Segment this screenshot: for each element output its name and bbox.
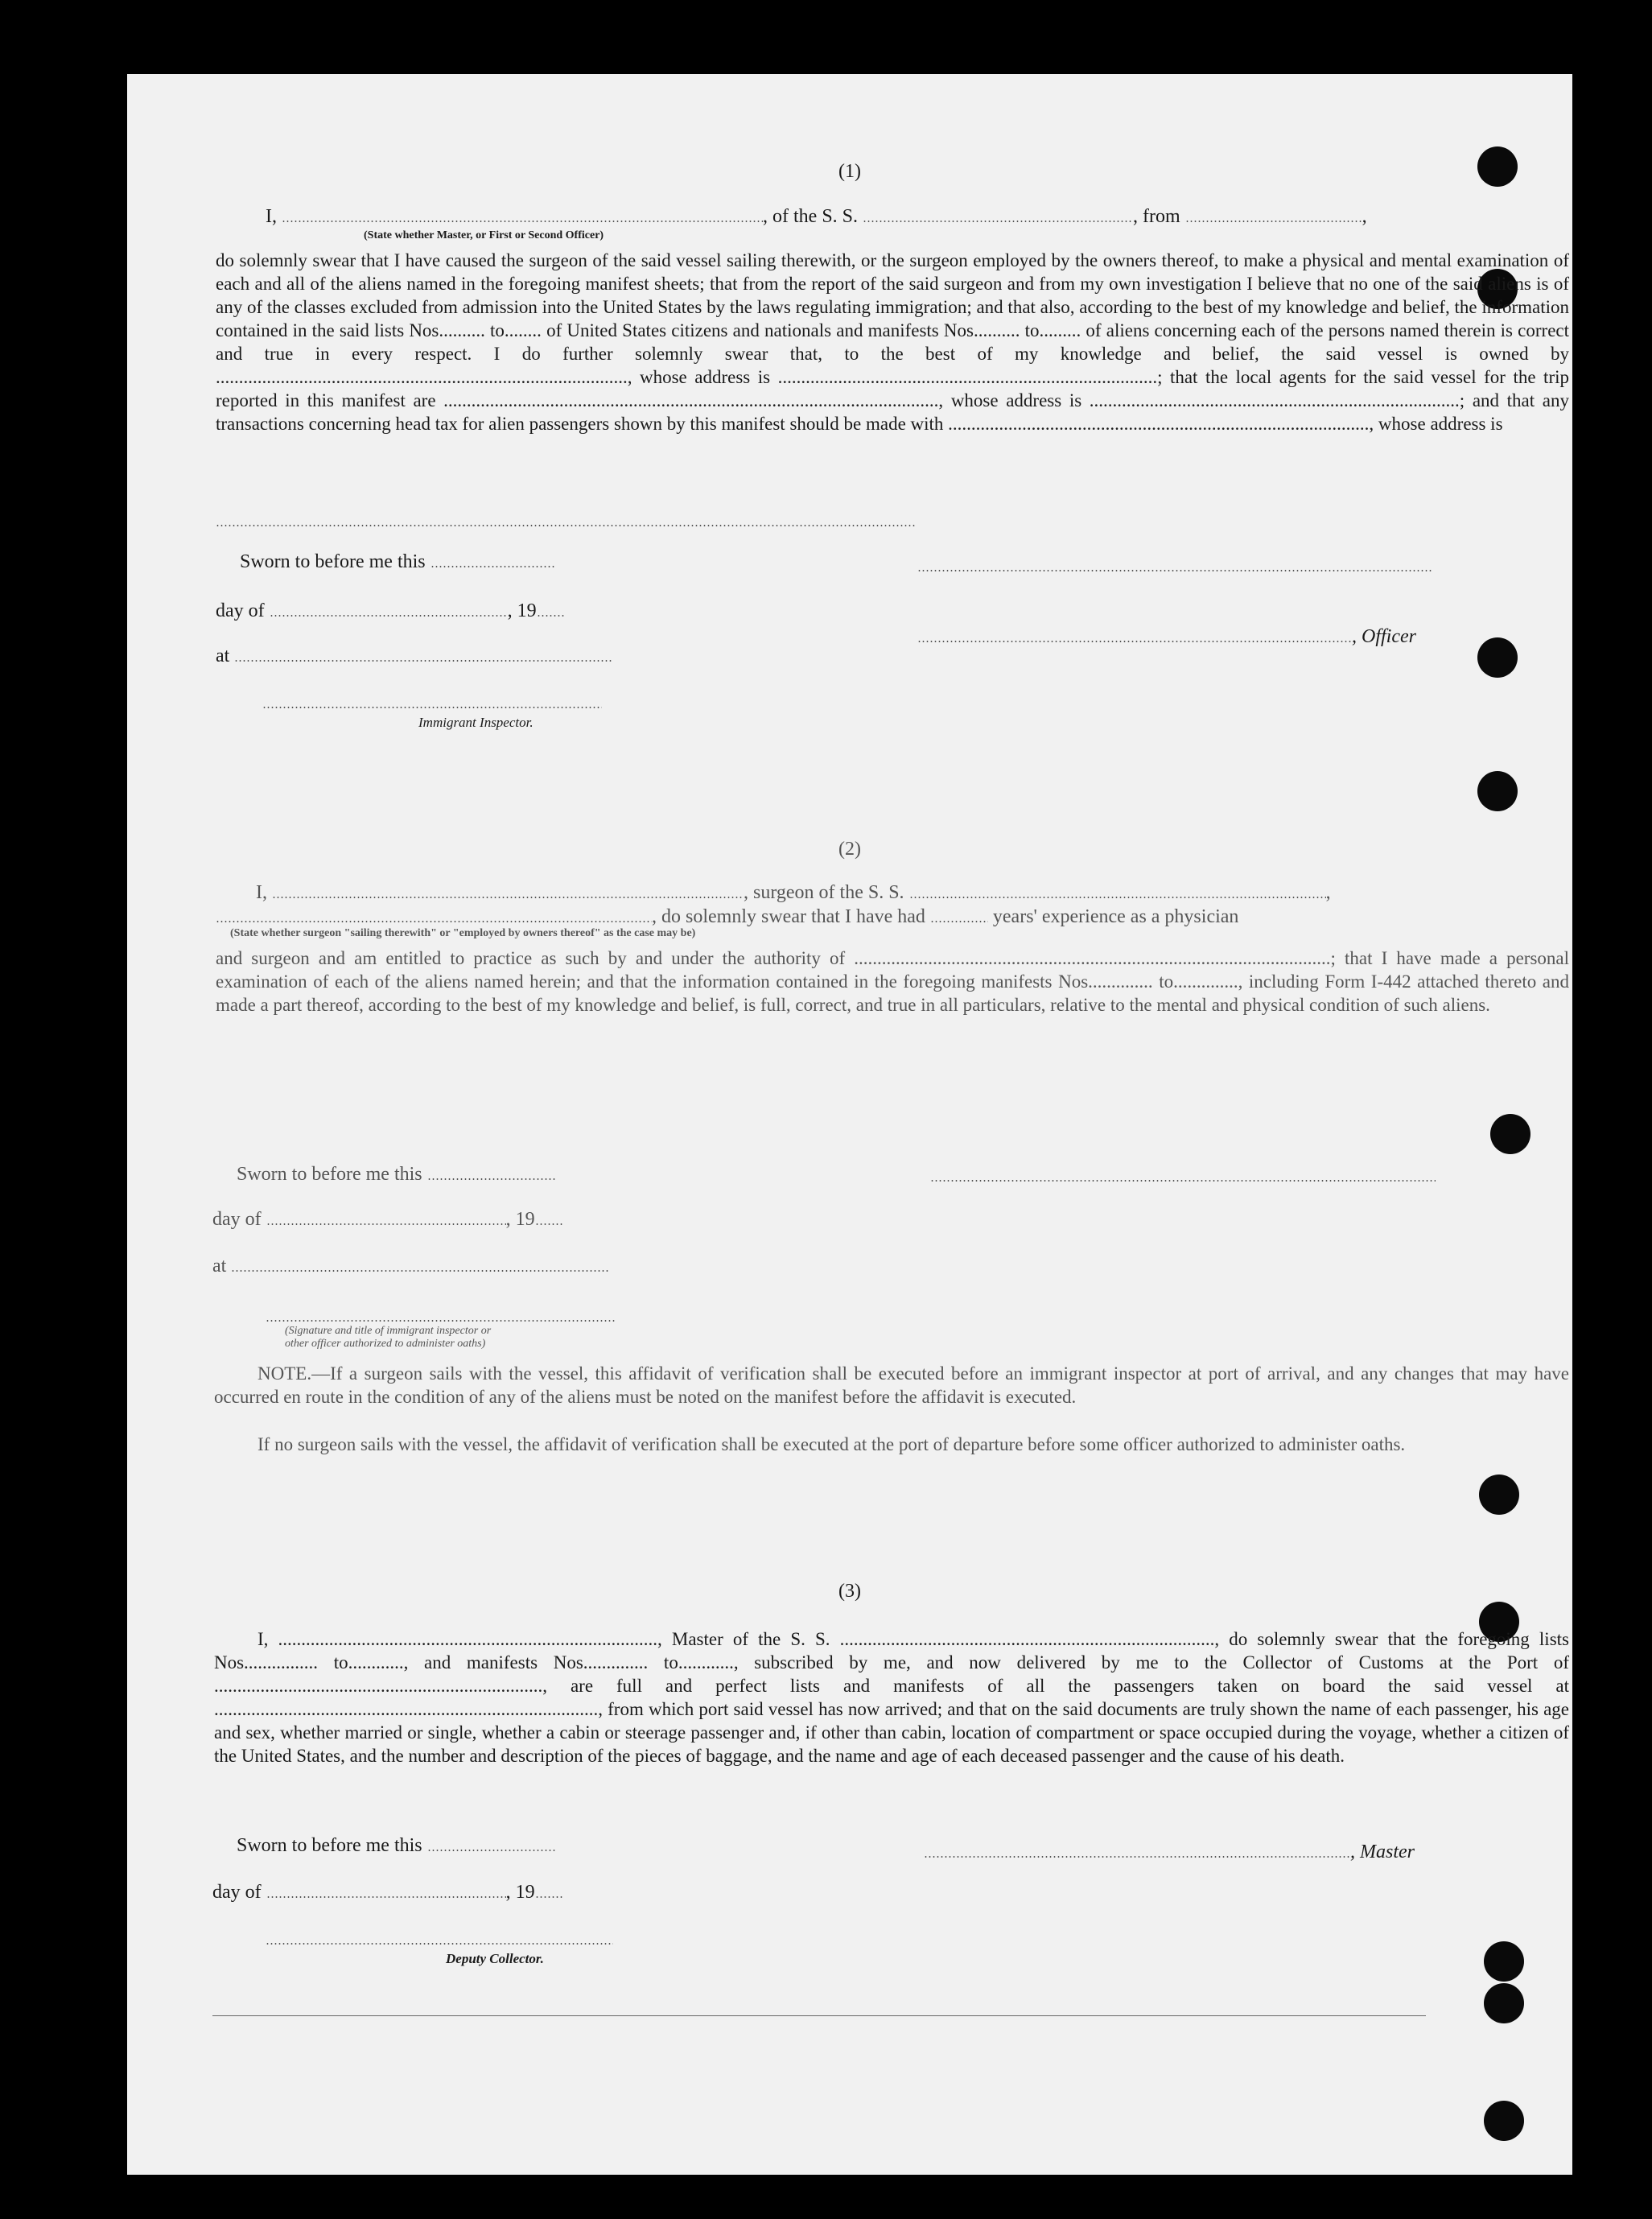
vessel-name-blank[interactable] (863, 221, 1133, 222)
inspector-label: Immigrant Inspector. (418, 715, 534, 730)
label-of-ss: , of the S. S. (763, 206, 859, 227)
section-1-first-line: I, , of the S. S. , from , (266, 206, 1367, 227)
binder-hole (1484, 2101, 1524, 2141)
section-3-number: (3) (838, 1581, 861, 1602)
sworn-label: Sworn to before me this (237, 1835, 422, 1856)
day-of-blank[interactable] (266, 1223, 506, 1225)
year-blank[interactable] (535, 1896, 564, 1898)
binder-hole (1477, 771, 1518, 811)
sig-caption-1: (Signature and title of immigrant inspector or (285, 1325, 492, 1337)
at-line-2 (212, 1256, 609, 1277)
section-2-number: (2) (838, 839, 861, 860)
year-label: , 19 (507, 600, 537, 621)
surgeon-name-blank[interactable] (272, 897, 744, 898)
sworn-date-blank[interactable] (427, 1178, 556, 1180)
at-line (216, 645, 612, 667)
inspector-signature-blank-2[interactable] (266, 1320, 616, 1322)
day-of-label: day of (212, 1882, 262, 1903)
at-place-blank[interactable] (234, 660, 612, 662)
form-page (127, 74, 1572, 2175)
label-i: I, (266, 206, 277, 227)
section-1-oath: do solemnly swear that I have caused the surgeon of the said vessel sailing therewith, or the surgeon employed by the owners thereof, to make a physical and mental examination of each and all of the aliens named in the foregoing manifest sheets; that from the report of the said surgeon and from my own investigation I believe that no one of the said aliens is of any of the classes excluded from admission into the United States by the laws regulating immigration; and that also, according to the best of my knowledge and belief, the information contained in the said lists Nos.......... to........ of United States citizens and nationals and manifests Nos.......... to......... of aliens concerning each of the persons named therein is correct and true in every respect. I do further solemnly swear that, to the best of my knowledge and belief, the said vessel is owned by ........................................................................................., whose address is ..................................................................................; that the local agents for the said vessel for the trip reported in this manifest are ..........................................................................................................., whose address is ................................................................................; and that any transactions concerning head tax for alien passengers shown by this manifest should be made with ..........................................................................................., whose address is (216, 250, 1569, 434)
from-port-blank[interactable] (1185, 221, 1362, 222)
inspector-signature-blank[interactable] (262, 707, 602, 708)
day-of-blank[interactable] (270, 615, 508, 617)
master-label: , Master (1350, 1842, 1415, 1862)
day-of-line (216, 600, 566, 622)
sig-caption-2: other officer authorized to administer oaths) (285, 1338, 486, 1350)
sworn-label: Sworn to before me this (240, 551, 426, 572)
at-place-blank[interactable] (231, 1270, 609, 1272)
sworn-date-blank[interactable] (431, 566, 556, 567)
section-2-oath: and surgeon and am entitled to practice as such by and under the authority of .......................................................................................................; that I have made a personal examination of each of the aliens named herein; and that the information contained in the foregoing manifests Nos.............. to.............., including Form I-442 attached thereto and made a part thereof, according to the best of my knowledge and belief, is full, correct, and true in all particulars, relative to the mental and physical condition of such aliens. (216, 948, 1569, 1015)
section-2-second-line (216, 906, 1238, 928)
surgeon-caption: (State whether surgeon "sailing therewith" or "employed by owners thereof" as the case may be) (230, 927, 696, 939)
day-of-line-2 (212, 1209, 564, 1231)
sworn-line-3 (237, 1835, 556, 1857)
at-label: at (216, 645, 230, 666)
bottom-rule (212, 2015, 1426, 2016)
label-i: I, (256, 882, 267, 903)
section-3-oath: I, .................................................................................., Master of the S. S. ................................................................................., do solemnly swear that the foregoing lists Nos................ to............, and manifests Nos.............. to............, subscribed by me, and now delivered by me to the Collector of Customs at the Port of ......................................................................., are full and perfect lists and manifests of all the passengers taken on board the said vessel at ..................................................................................., from which port said vessel has now arrived; and that on the said documents are truly shown the name of each passenger, his age and sex, whether married or single, whether a cabin or steerage passenger and, if other than cabin, location of compartment or space occupied during the voyage, whether a citizen of the United States, and the number and description of the pieces of baggage, and the name and age of each deceased passenger and the cause of his death. (214, 1629, 1569, 1766)
officer-rank-blank[interactable] (282, 221, 763, 222)
label-years: years' experience as a physician (992, 906, 1239, 927)
note-1-text: —If a surgeon sails with the vessel, this affidavit of verification shall be executed before an immigrant inspector at port of arrival, and any changes that may have occurred en route in the condition of any of the aliens must be noted on the manifest before the affidavit is executed. (214, 1363, 1569, 1407)
day-of-label: day of (212, 1209, 262, 1230)
rank-caption: (State whether Master, or First or Second Officer) (364, 229, 604, 241)
year-blank[interactable] (535, 1223, 564, 1225)
year-blank[interactable] (537, 615, 566, 617)
sworn-date-blank[interactable] (427, 1850, 556, 1851)
day-of-blank[interactable] (266, 1896, 506, 1898)
officer-signature-blank[interactable] (917, 641, 1352, 642)
label-swear: , do solemnly swear that I have had (652, 906, 925, 927)
year-label: , 19 (505, 1209, 535, 1230)
note-2: If no surgeon sails with the vessel, the affidavit of verification shall be executed at the port of departure before some officer authorized to administer oaths. (257, 1434, 1406, 1454)
years-blank[interactable] (930, 921, 988, 922)
surgeon-vessel-blank[interactable] (909, 897, 1326, 898)
section-2-first-line: I, , surgeon of the S. S. , (256, 882, 1331, 903)
master-signature-line (924, 1842, 1415, 1863)
officer-signature-line (917, 626, 1416, 648)
binder-hole (1479, 1475, 1519, 1515)
binder-hole (1490, 1114, 1530, 1154)
collector-signature-blank[interactable] (266, 1943, 613, 1945)
sworn-line-2 (237, 1164, 556, 1186)
day-of-label: day of (216, 600, 265, 621)
label-surgeon-of: , surgeon of the S. S. (744, 882, 904, 903)
surgeon-signature-blank[interactable] (930, 1180, 1436, 1182)
collector-label: Deputy Collector. (446, 1951, 544, 1966)
day-of-line-3 (212, 1882, 564, 1903)
year-label: , 19 (505, 1882, 535, 1903)
sworn-label: Sworn to before me this (237, 1164, 422, 1185)
at-label: at (212, 1256, 227, 1277)
note-1 (214, 1362, 1569, 1409)
section-1-number: (1) (838, 161, 861, 182)
binder-hole (1484, 1941, 1524, 1982)
sworn-line (240, 551, 556, 573)
master-signature-blank[interactable] (924, 1856, 1350, 1858)
label-from: , from (1133, 206, 1180, 227)
surgeon-status-blank[interactable] (216, 921, 652, 922)
binder-hole (1477, 637, 1518, 678)
officer-label: , Officer (1352, 626, 1416, 647)
binder-hole (1484, 1983, 1524, 2023)
note-label: NOTE. (257, 1363, 312, 1384)
